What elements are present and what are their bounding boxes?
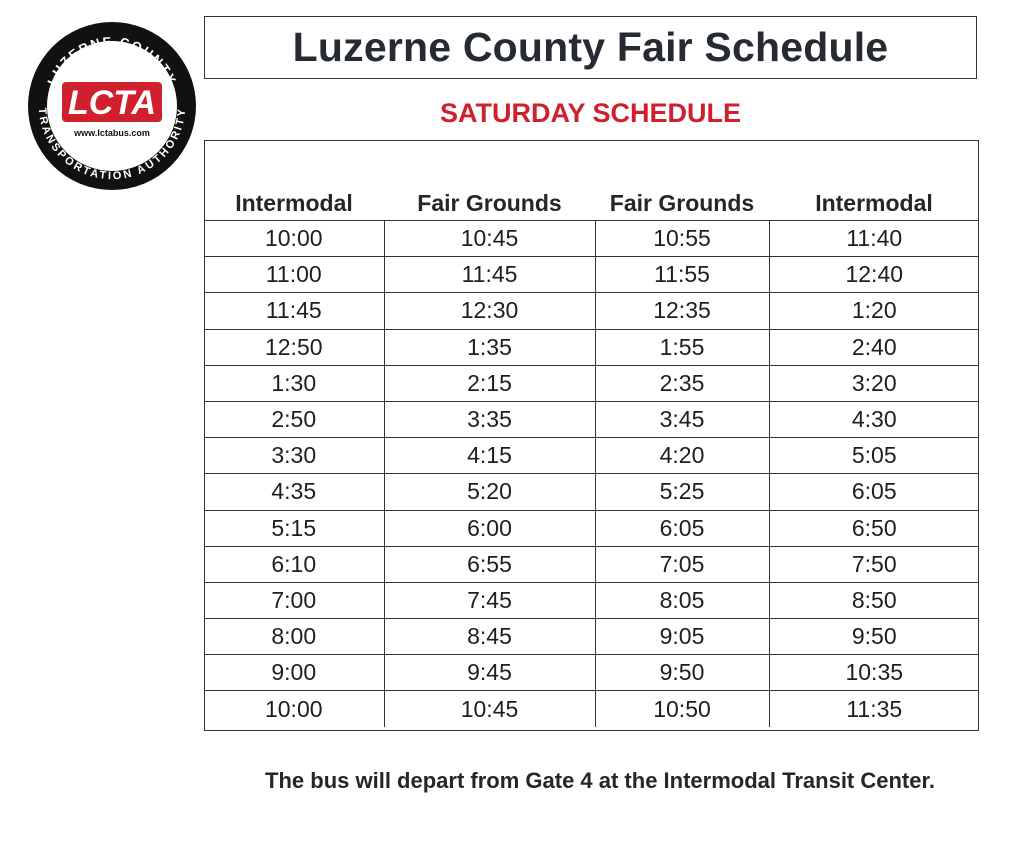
time-cell-fairgrounds-arrive: 5:20 [384, 474, 595, 510]
time-cell-fairgrounds-depart: 8:05 [595, 582, 769, 618]
table-row [204, 293, 979, 329]
time-cell-fairgrounds-depart: 10:50 [595, 691, 769, 727]
time-cell-intermodal-arrive: 3:20 [769, 365, 979, 401]
logo-bottom-arc-text: TRANSPORTATION AUTHORITY [35, 107, 189, 183]
time-cell-intermodal-depart: 1:30 [204, 365, 384, 401]
table-row [204, 655, 979, 691]
schedule-body [204, 221, 979, 727]
time-cell-intermodal-arrive: 1:20 [769, 293, 979, 329]
time-cell-fairgrounds-arrive: 12:30 [384, 293, 595, 329]
time-cell-intermodal-arrive: 11:35 [769, 691, 979, 727]
time-cell-intermodal-depart: 11:45 [204, 293, 384, 329]
time-cell-intermodal-depart: 9:00 [204, 655, 384, 691]
time-cell-fairgrounds-depart: 3:45 [595, 401, 769, 437]
table-row [204, 221, 979, 257]
table-row [204, 365, 979, 401]
time-cell-intermodal-depart: 7:00 [204, 582, 384, 618]
time-cell-intermodal-arrive: 10:35 [769, 655, 979, 691]
time-cell-intermodal-arrive: 6:05 [769, 474, 979, 510]
time-cell-fairgrounds-arrive: 3:35 [384, 401, 595, 437]
time-cell-fairgrounds-arrive: 6:00 [384, 510, 595, 546]
time-cell-intermodal-depart: 4:35 [204, 474, 384, 510]
time-cell-intermodal-arrive: 8:50 [769, 582, 979, 618]
table-row [204, 401, 979, 437]
time-cell-fairgrounds-arrive: 1:35 [384, 329, 595, 365]
table-row [204, 438, 979, 474]
time-cell-intermodal-arrive: 9:50 [769, 619, 979, 655]
table-row [204, 619, 979, 655]
time-cell-intermodal-depart: 8:00 [204, 619, 384, 655]
time-cell-intermodal-depart: 12:50 [204, 329, 384, 365]
time-cell-fairgrounds-depart: 9:50 [595, 655, 769, 691]
time-cell-fairgrounds-depart: 9:05 [595, 619, 769, 655]
logo-monogram: LCTA [67, 84, 157, 122]
time-cell-intermodal-depart: 10:00 [204, 221, 384, 257]
time-cell-fairgrounds-arrive: 9:45 [384, 655, 595, 691]
title-box [204, 16, 977, 79]
column-header-intermodal-arrive: Intermodal [769, 186, 979, 221]
time-cell-fairgrounds-arrive: 7:45 [384, 582, 595, 618]
time-cell-fairgrounds-arrive: 8:45 [384, 619, 595, 655]
logo-top-arc-text: LUZERNE COUNTY [44, 33, 180, 88]
time-cell-fairgrounds-depart: 11:55 [595, 257, 769, 293]
table-row [204, 546, 979, 582]
time-cell-fairgrounds-arrive: 10:45 [384, 221, 595, 257]
time-cell-fairgrounds-arrive: 10:45 [384, 691, 595, 727]
time-cell-fairgrounds-arrive: 4:15 [384, 438, 595, 474]
time-cell-intermodal-depart: 2:50 [204, 401, 384, 437]
time-cell-fairgrounds-depart: 6:05 [595, 510, 769, 546]
departure-note: The bus will depart from Gate 4 at the Intermodal Transit Center. [265, 768, 935, 793]
time-cell-fairgrounds-depart: 2:35 [595, 365, 769, 401]
time-cell-fairgrounds-depart: 12:35 [595, 293, 769, 329]
time-cell-intermodal-arrive: 11:40 [769, 221, 979, 257]
time-cell-intermodal-arrive: 12:40 [769, 257, 979, 293]
time-cell-fairgrounds-depart: 7:05 [595, 546, 769, 582]
schedule-header-row [204, 186, 979, 221]
table-row [204, 257, 979, 293]
time-cell-intermodal-depart: 10:00 [204, 691, 384, 727]
schedule-subtitle: SATURDAY SCHEDULE [439, 98, 742, 128]
page-title: Luzerne County Fair Schedule [292, 24, 889, 70]
time-cell-intermodal-arrive: 7:50 [769, 546, 979, 582]
column-header-intermodal-depart: Intermodal [204, 186, 384, 221]
time-cell-intermodal-arrive: 2:40 [769, 329, 979, 365]
time-cell-fairgrounds-depart: 4:20 [595, 438, 769, 474]
time-cell-fairgrounds-arrive: 6:55 [384, 546, 595, 582]
time-cell-fairgrounds-depart: 10:55 [595, 221, 769, 257]
column-header-fairgrounds-arrive: Fair Grounds [384, 186, 595, 221]
time-cell-intermodal-depart: 3:30 [204, 438, 384, 474]
table-row [204, 329, 979, 365]
time-cell-intermodal-depart: 11:00 [204, 257, 384, 293]
column-header-fairgrounds-depart: Fair Grounds [595, 186, 769, 221]
time-cell-fairgrounds-depart: 5:25 [595, 474, 769, 510]
time-cell-intermodal-arrive: 4:30 [769, 401, 979, 437]
time-cell-intermodal-arrive: 6:50 [769, 510, 979, 546]
time-cell-fairgrounds-arrive: 11:45 [384, 257, 595, 293]
table-row [204, 691, 979, 727]
lcta-logo [26, 20, 198, 192]
table-row [204, 474, 979, 510]
schedule-table [204, 186, 979, 727]
table-row [204, 510, 979, 546]
logo-url: www.lctabus.com [74, 128, 150, 138]
time-cell-fairgrounds-arrive: 2:15 [384, 365, 595, 401]
time-cell-intermodal-depart: 6:10 [204, 546, 384, 582]
time-cell-intermodal-depart: 5:15 [204, 510, 384, 546]
table-row [204, 582, 979, 618]
time-cell-intermodal-arrive: 5:05 [769, 438, 979, 474]
time-cell-fairgrounds-depart: 1:55 [595, 329, 769, 365]
